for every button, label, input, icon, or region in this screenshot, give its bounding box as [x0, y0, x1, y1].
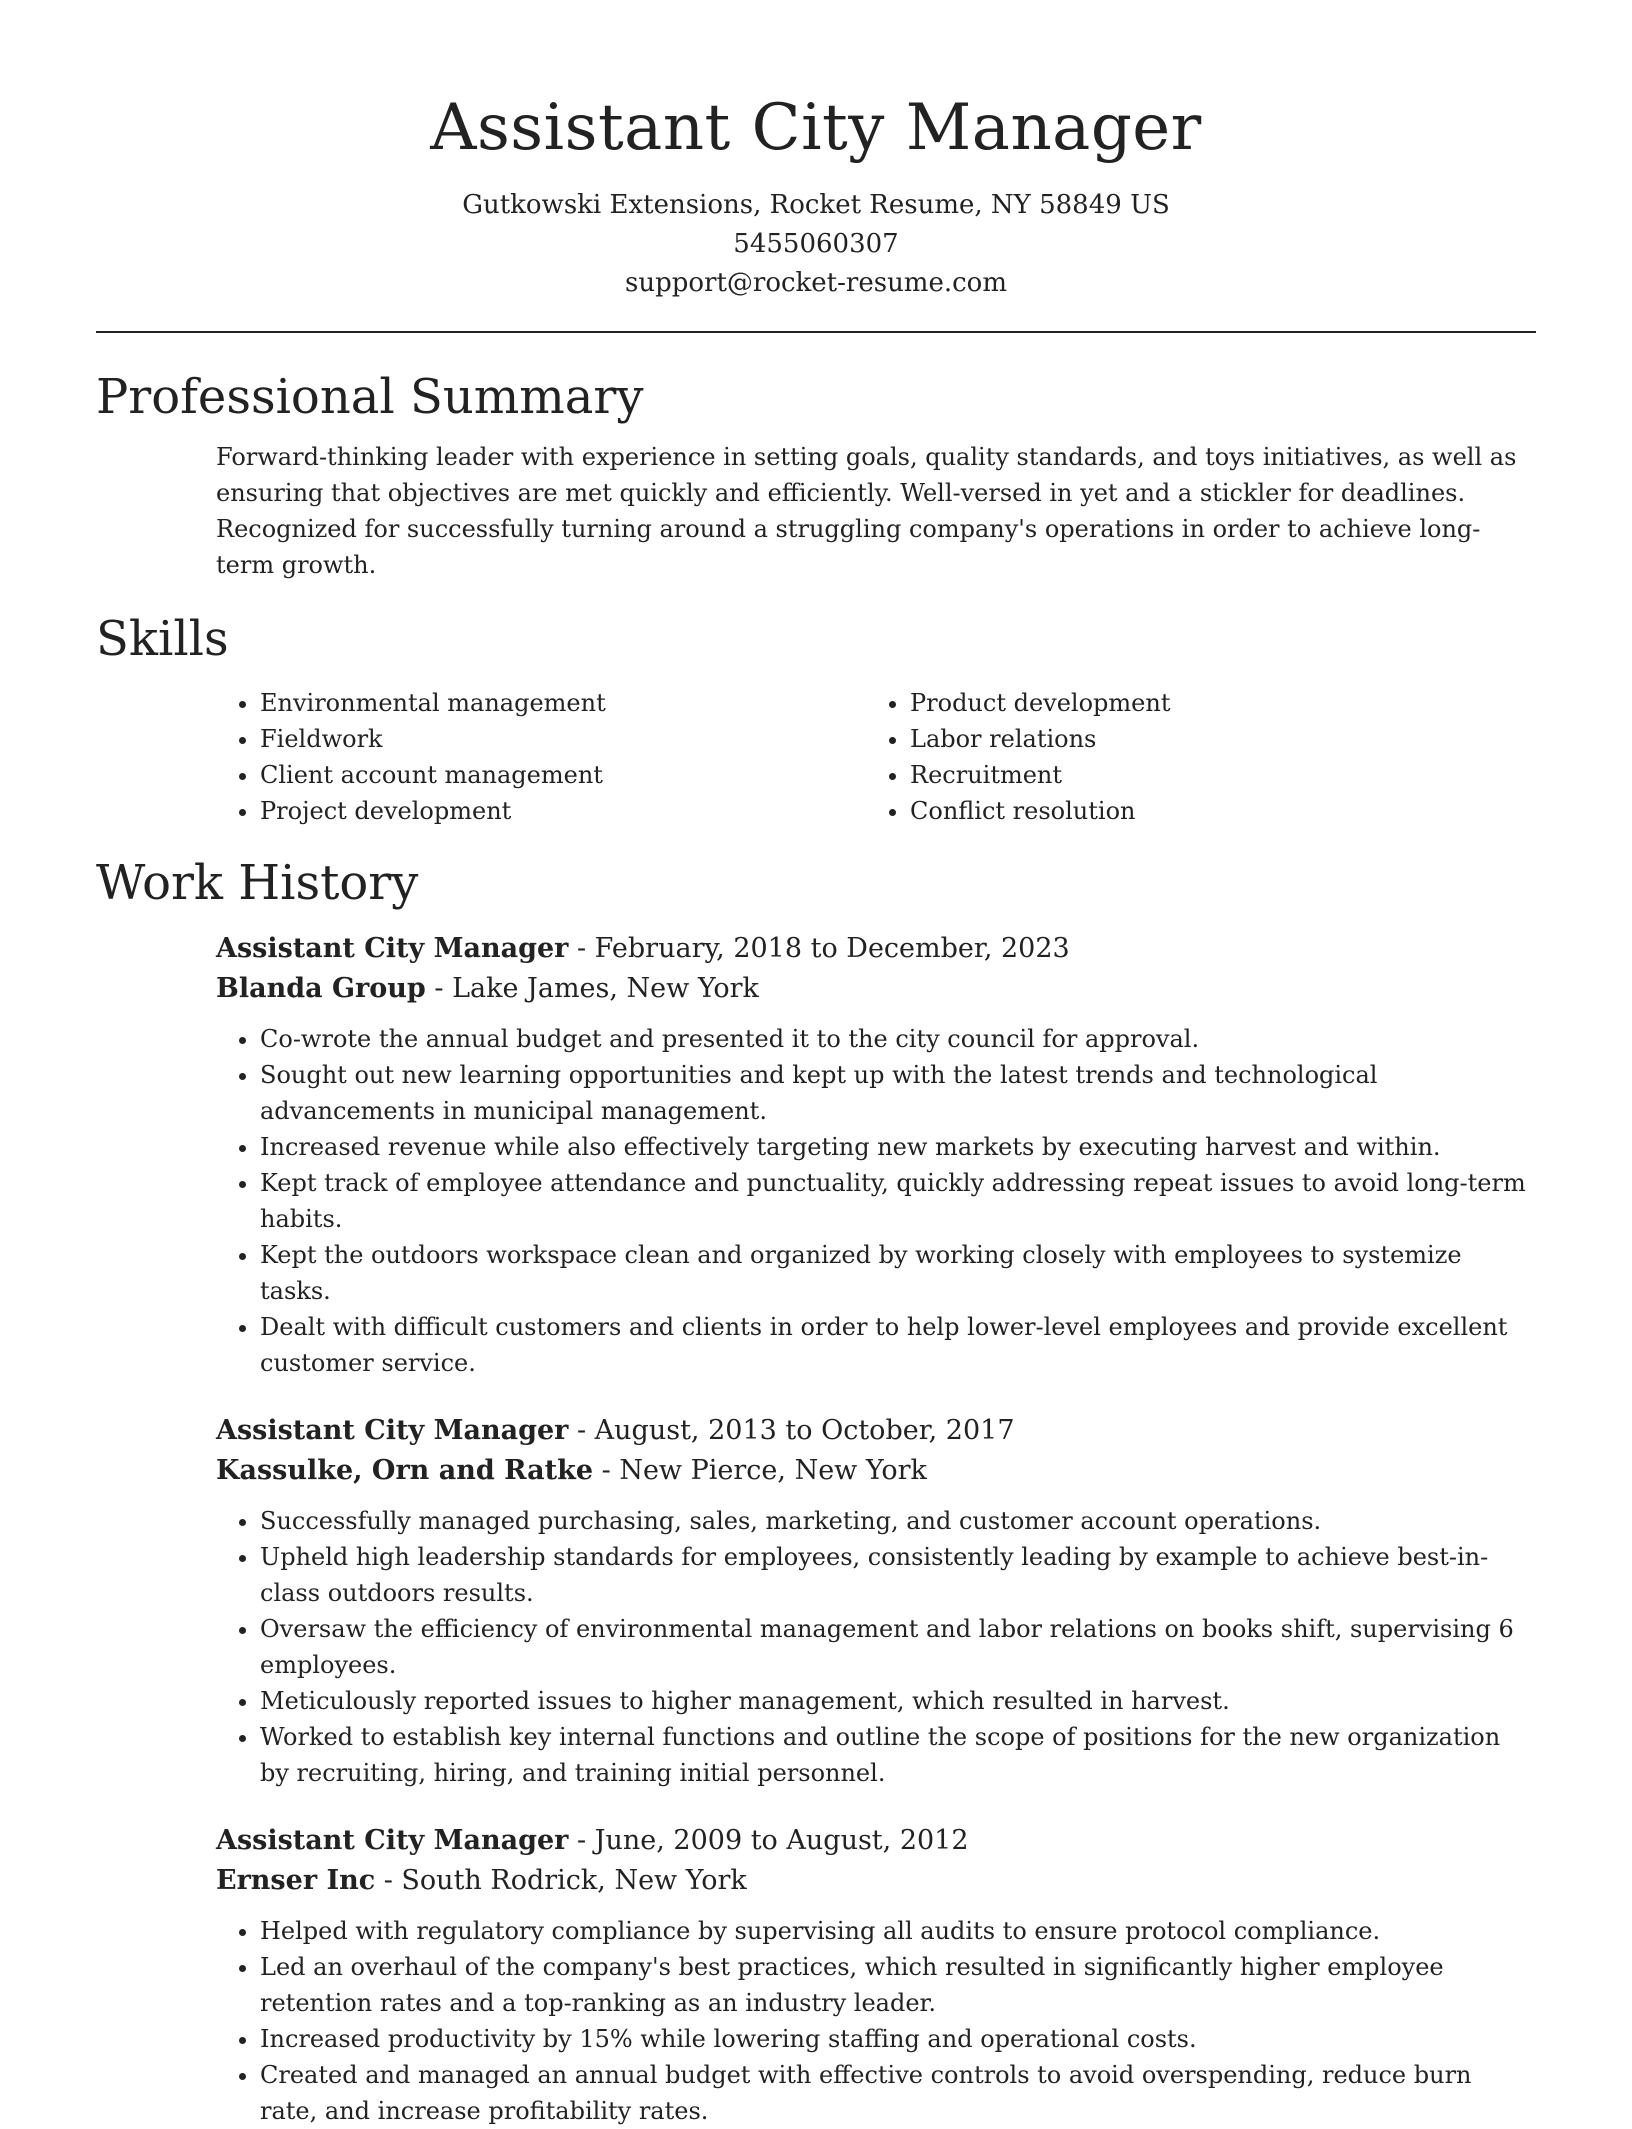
skills-list — [216, 685, 1536, 829]
job-company-line — [216, 969, 1536, 1009]
skill-item: • Environmental management — [260, 685, 866, 721]
job-entry — [216, 929, 1536, 1381]
job-bullet: • Kept the outdoors workspace clean and organized by working closely with employees to systemize tasks. — [260, 1237, 1536, 1309]
job-position: Assistant City Manager — [216, 1415, 569, 1446]
work-history-heading: Work History — [96, 855, 419, 911]
summary-text: Forward-thinking leader with experience in setting goals, quality standards, and toys initiatives, as well as ensuring that objectives are met quickly and efficiently. Well-versed in yet and a stickler for deadlines. Recognized for successfully turning around a struggling company's operations in order to achieve long-term growth. — [216, 443, 1517, 579]
job-bullet: • Oversaw the efficiency of environmental management and labor relations on books shift, supervising 6 employees. — [260, 1611, 1536, 1683]
resume-header — [96, 0, 1536, 303]
job-entry — [216, 1411, 1536, 1791]
job-bullet: • Meticulously reported issues to higher management, which resulted in harvest. — [260, 1683, 1536, 1719]
job-bullet: • Created and managed an annual budget with effective controls to avoid overspending, reduce burn rate, and increase profitability rates. — [260, 2057, 1536, 2129]
job-location: - Lake James, New York — [425, 973, 759, 1004]
skill-item: • Client account management — [260, 757, 866, 793]
job-bullet: • Upheld high leadership standards for employees, consistently leading by example to achieve best-in-class outdoors results. — [260, 1539, 1536, 1611]
contact-email: support@rocket-resume.com — [624, 268, 1007, 298]
job-bullet: • Increased revenue while also effectively targeting new markets by executing harvest and within. — [260, 1129, 1536, 1165]
skill-item: • Conflict resolution — [910, 793, 1516, 829]
job-bullet: • Led an overhaul of the company's best practices, which resulted in significantly higher employee retention rates and a top-ranking as an industry leader. — [260, 1949, 1536, 2021]
skills-column-left — [216, 685, 866, 829]
contact-address: Gutkowski Extensions, Rocket Resume, NY 58849 US — [462, 190, 1170, 220]
job-bullet: • Kept track of employee attendance and punctuality, quickly addressing repeat issues to avoid long-term habits. — [260, 1165, 1536, 1237]
job-dates: - June, 2009 to August, 2012 — [568, 1825, 969, 1856]
job-company: Blanda Group — [216, 973, 426, 1004]
job-bullet: • Dealt with difficult customers and clients in order to help lower-level employees and provide excellent customer service. — [260, 1309, 1536, 1381]
job-bullet: • Increased productivity by 15% while lowering staffing and operational costs. — [260, 2021, 1536, 2057]
job-company: Kassulke, Orn and Ratke — [216, 1455, 594, 1486]
job-location: - South Rodrick, New York — [375, 1865, 747, 1896]
job-bullets — [216, 1021, 1536, 1381]
resume-title: Assistant City Manager — [430, 91, 1202, 165]
skills-heading: Skills — [96, 611, 229, 667]
job-company: Ernser Inc — [216, 1865, 376, 1896]
summary-heading: Professional Summary — [96, 369, 644, 425]
skill-item: • Product development — [910, 685, 1516, 721]
contact-phone: 5455060307 — [733, 229, 899, 259]
skill-item: • Fieldwork — [260, 721, 866, 757]
job-title-line — [216, 929, 1536, 969]
job-bullet: • Successfully managed purchasing, sales, marketing, and customer account operations. — [260, 1503, 1536, 1539]
job-bullet: • Co-wrote the annual budget and presented it to the city council for approval. — [260, 1021, 1536, 1057]
job-bullet: • Sought out new learning opportunities and kept up with the latest trends and technological advancements in municipal management. — [260, 1057, 1536, 1129]
job-dates: - August, 2013 to October, 2017 — [568, 1415, 1015, 1446]
job-position: Assistant City Manager — [216, 1825, 569, 1856]
skill-item: • Labor relations — [910, 721, 1516, 757]
job-dates: - February, 2018 to December, 2023 — [568, 933, 1070, 964]
header-divider — [96, 331, 1536, 333]
job-bullets — [216, 1913, 1536, 2129]
job-bullet: • Helped with regulatory compliance by supervising all audits to ensure protocol compliance. — [260, 1913, 1536, 1949]
job-company-line — [216, 1451, 1536, 1491]
skill-item: • Recruitment — [910, 757, 1516, 793]
job-bullets — [216, 1503, 1536, 1791]
job-location: - New Pierce, New York — [593, 1455, 927, 1486]
skill-item: • Project development — [260, 793, 866, 829]
job-position: Assistant City Manager — [216, 933, 569, 964]
job-company-line — [216, 1861, 1536, 1901]
contact-info — [96, 186, 1536, 303]
job-bullet: • Worked to establish key internal functions and outline the scope of positions for the new organization by recruiting, hiring, and training initial personnel. — [260, 1719, 1536, 1791]
job-title-line — [216, 1821, 1536, 1861]
skills-column-right — [866, 685, 1516, 829]
job-title-line — [216, 1411, 1536, 1451]
job-entry — [216, 1821, 1536, 2129]
